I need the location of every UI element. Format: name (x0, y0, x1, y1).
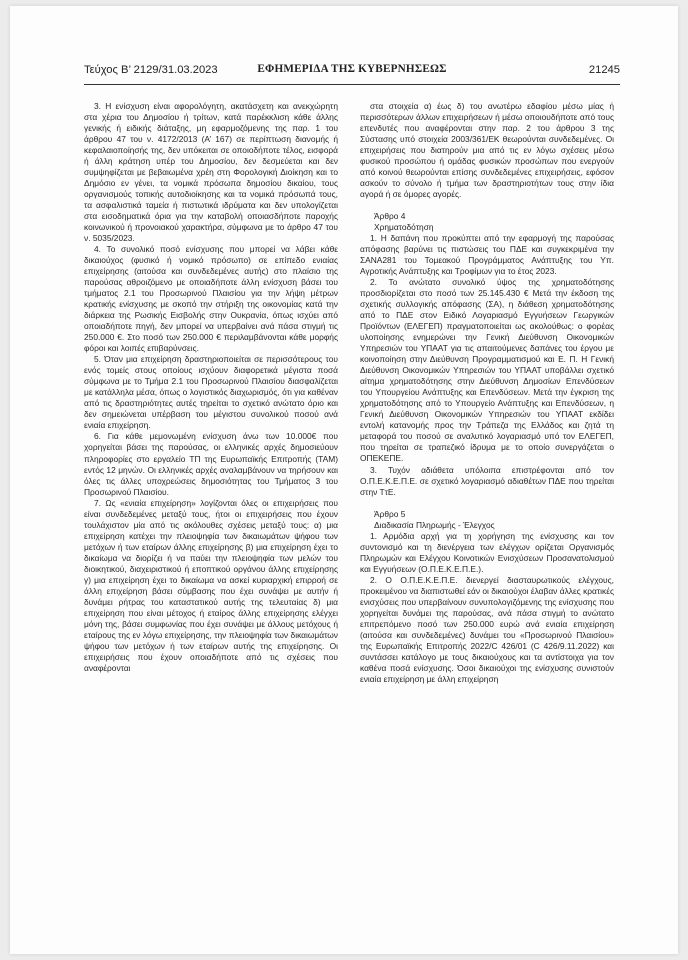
article-5-paragraph-2: 2. Ο Ο.Π.Ε.Κ.Ε.Π.Ε. διενεργεί διασταυρωτικούς ελέγχους, προκειμένου να διαπιστωθεί εάν οι δικαιούχοι έλαβαν άλλες κρατικές ενισχύσεις που υπερβαίνουν συνυπολογιζόμενης της ενίσχυσης που χορηγείται δυνάμει της παρούσας, ανά πάσα στιγμή το ανώτατο επιτρεπόμενο ποσό των 250.000 ευρώ ανά ενιαία επιχείρηση (αιτούσα και συνδεδεμένες) δυνάμει του «Προσωρινού Πλαισίου» της Ευρωπαϊκής Επιτροπής 2022/C 426/01 (C 426/9.11.2022) και συντάσσει κατάλογο με τους δικαιούχους και τα αντίστοιχα για τον καθένα ποσά ενίσχυσης. Όσοι δικαιούχοι της ενίσχυσης συνιστούν ενιαία επιχείρηση με άλλη επιχείρηση (360, 574, 614, 684)
article-5-paragraph-1: 1. Αρμόδια αρχή για τη χορήγηση της ενίσχυσης και τον συντονισμό και τη διενέργεια των ελέγχων ορίζεται Οργανισμός Πληρωμών και Ελέγχου Κοινοτικών Ενισχύσεων Προσανατολισμού και Εγγυήσεων (Ο.Π.Ε.Κ.Ε.Π.Ε.). (360, 530, 614, 574)
right-column (360, 101, 614, 931)
gazette-title: ΕΦΗΜΕΡΙΔΑ ΤΗΣ ΚΥΒΕΡΝΗΣΕΩΣ (257, 63, 447, 75)
paragraph-3: 3. Η ενίσχυση είναι αφορολόγητη, ακατάσχετη και ανεκχώρητη στα χέρια του Δημοσίου ή τρίτων, κατά παρέκκλιση κάθε άλλης γενικής ή ειδικής διάταξης, μη εφαρμοζόμενης της παρ. 1 του άρθρου 47 του ν. 4172/2013 (Α’ 167) σε περίπτωση διανομής ή κεφαλαιοποίησής της, δεν υπόκειται σε οποιοδήποτε τέλος, εισφορά ή άλλη κράτηση υπέρ του Δημοσίου, δεν δεσμεύεται και δεν συμψηφίζεται με βεβαιωμένα χρέη στη Φορολογική Διοίκηση και το Δημόσιο εν γένει, τα νομικά πρόσωπα δημοσίου δικαίου, τους οργανισμούς τοπικής αυτοδιοίκησης και τα νομικά πρόσωπά τους, τα ασφαλιστικά ταμεία ή πιστωτικά ιδρύματα και δεν υπολογίζεται στα εισοδηματικά όρια για την καταβολή οποιασδήποτε παροχής κοινωνικού ή προνοιακού χαρακτήρα, σύμφωνα με το άρθρο 47 του ν. 5035/2023. (84, 101, 338, 244)
article-5-title: Άρθρο 5 (374, 508, 406, 519)
article-5-subtitle: Διαδικασία Πληρωμής - Έλεγχος (374, 519, 495, 530)
article-4-title: Άρθρο 4 (374, 211, 406, 222)
issue-number: Τεύχος Β’ 2129/31.03.2023 (84, 64, 218, 76)
paragraph-6: 6. Για κάθε μεμονωμένη ενίσχυση άνω των 10.000€ που χορηγείται βάσει της παρούσας, οι ελληνικές αρχές δημοσιεύουν πληροφορίες στο εργαλείο TΠ της Ευρωπαϊκής Επιτροπής (ΤΑΜ) εντός 12 μηνών. Οι ελληνικές αρχές αναλαμβάνουν να τηρήσουν και όλες τις άλλες υποχρεώσεις δημοσιότητας του Τμήματος 3 του Προσωρινού Πλαισίου. (84, 431, 338, 497)
paragraph-7: 7. Ως «ενιαία επιχείρηση» λογίζονται όλες οι επιχειρήσεις που είναι συνδεδεμένες μεταξύ τους, ήτοι οι επιχειρήσεις που έχουν τουλάχιστον μία από τις ακόλουθες σχέσεις μεταξύ τους: α) μια επιχείρηση κατέχει την πλειοψηφία των δικαιωμάτων ψήφου των μετόχων ή των εταίρων άλλης επιχείρησης β) μια επιχείρηση έχει το δικαίωμα να διορίζει ή να παύει την πλειοψηφία των μελών του διοικητικού, διαχειριστικού ή εποπτικού οργάνου άλλης επιχείρησης γ) μια επιχείρηση έχει το δικαίωμα να ασκεί κυριαρχική επιρροή σε άλλη επιχείρηση βάσει σύμβασης που έχει συνάψει με αυτήν ή δυνάμει ρήτρας του καταστατικού αυτής της τελευταίας δ) μια επιχείρηση που είναι μέτοχος ή εταίρος άλλης επιχείρησης ελέγχει μόνη της, βάσει συμφωνίας που έχει συνάψει με άλλους μετόχους ή εταίρους της εν λόγω επιχείρησης, την πλειοψηφία των δικαιωμάτων ψήφου των μετόχων ή των εταίρων αυτής της επιχείρησης. Οι επιχειρήσεις που έχουν οποιαδήποτε από τις σχέσεις που αναφέρονται (84, 497, 338, 673)
page-header (84, 62, 620, 85)
article-4-subtitle: Χρηματοδότηση (374, 222, 434, 233)
article-4-paragraph-1: 1. Η δαπάνη που προκύπτει από την εφαρμογή της παρούσας απόφασης βαρύνει τις πιστώσεις του ΠΔΕ και συγκεκριμένα την ΣΑΝΑ281 του Τομεακού Προγράμματος Ανάπτυξης του Υπ. Αγροτικής Ανάπτυξης και Τροφίμων για το έτος 2023. (360, 233, 614, 277)
article-4-paragraph-3: 3. Τυχόν αδιάθετα υπόλοιπα επιστρέφονται από τον Ο.Π.Ε.Κ.Ε.Π.Ε. σε σχετικό λογαριασμό αδιαθέτων ΠΔΕ που τηρείται στην ΤτΕ. (360, 464, 614, 497)
paragraph-5: 5. Όταν μια επιχείρηση δραστηριοποιείται σε περισσότερους του ενός τομείς στους οποίους ισχύουν διαφορετικά μέγιστα ποσά σύμφωνα με το Τμήμα 2.1 του Προσωρινού Πλαισίου διασφαλίζεται με κατάλληλα μέσα, όπως ο λογιστικός διαχωρισμός, ότι για καθέναν από τις δραστηριότητες αυτές τηρείται το σχετικό ανώτατο όριο και δεν σημειώνεται υπέρβαση του μέγιστου συνολικού ποσού ανά ενιαία επιχείρηση. (84, 354, 338, 431)
continued-paragraph: στα στοιχεία α) έως δ) του ανωτέρω εδαφίου μέσω μίας ή περισσότερων άλλων επιχειρήσεων ή μέσω οποιουδήποτε από τους επενδυτές που αναφέρονται στην παρ. 2 του άρθρου 3 της Σύστασης υπό στοιχεία 2003/361/ΕΚ θεωρούνται συνδεδεμένες. Οι επιχειρήσεις που διατηρούν μια από τις εν λόγω σχέσεις μέσω φυσικού προσώπου ή ομάδας φυσικών προσώπων που ενεργούν από κοινού θεωρούνται επίσης συνδεδεμένες επιχειρήσεις, εφόσον ασκούν το σύνολο ή τμήμα των δραστηριοτήτων τους στην ίδια αγορά ή σε όμορες αγορές. (360, 101, 614, 200)
left-column (84, 101, 338, 931)
page-number: 21245 (588, 64, 620, 76)
article-4-paragraph-2: 2. Το ανώτατο συνολικό ύψος της χρηματοδότησης προσδιορίζεται στο ποσό των 25.145.430 € Μετά την έκδοση της σχετικής συλλογικής απόφασης (ΣΑ), η διάθεση χρηματοδότησης από το ΠΔΕ στον Ειδικό Λογαριασμό Εγγυήσεων Γεωργικών Προϊόντων (ΕΛΕΓΕΠ) πραγματοποιείται ως ακολούθως: ο φορέας υλοποίησης ενημερώνει την Γενική Διεύθυνση Οικονομικών Υπηρεσιών του ΥΠΑΑΤ για τις απαιτούμενες δαπάνες του έργου με κοινοποίηση στην Διεύθυνση Προγραμματισμού και Ε. Π. Η Γενική Διεύθυνση Οικονομικών Υπηρεσιών του ΥΠΑΑΤ υποβάλλει σχετικό αίτημα χρηματοδότησης στην Διεύθυνση Δημοσίων Επενδύσεων του Υπουργείου Ανάπτυξης και Επενδύσεων. Μετά την έγκριση της χρηματοδότησης από το Υπουργείο Ανάπτυξης και Επενδύσεων, η Γενική Διεύθυνση Οικονομικών Υπηρεσιών του ΥΠΑΑΤ εκδίδει εντολή κατανομής προς την Τράπεζα της Ελλάδος και ζητά τη μεταφορά του ποσού σε αναλυτικό λογαριασμό υπό τον ΕΛΕΓΕΠ, που τηρείται σε τραπεζικό ίδρυμα με το οποίο συνεργάζεται ο ΟΠΕΚΕΠΕ. (360, 277, 614, 464)
paragraph-4: 4. Το συνολικό ποσό ενίσχυσης που μπορεί να λάβει κάθε δικαιούχος (φυσικό ή νομικό πρόσωπο) σε επίπεδο ενιαίας επιχείρησης (αιτούσα και συνδεδεμένες αυτής) στο πλαίσιο της παρούσας αθροιζόμενο με οποιαδήποτε άλλη ενίσχυση βάσει του τμήματος 2.1 του Προσωρινού Πλαισίου για την λήψη μέτρων κρατικής ενίσχυσης με σκοπό την στήριξη της οικονομίας κατά την διάρκεια της Ρωσικής Εισβολής στην Ουκρανία, όπως ισχύει από οποιαδήποτε πηγή, δεν μπορεί να υπερβαίνει ανά πάσα στιγμή τις 250.000 €. Στο ποσό των 250.000 € περιλαμβάνονται κάθε μορφής φόροι και λοιπές επιβαρύνσεις. (84, 244, 338, 354)
gazette-page (10, 6, 678, 954)
